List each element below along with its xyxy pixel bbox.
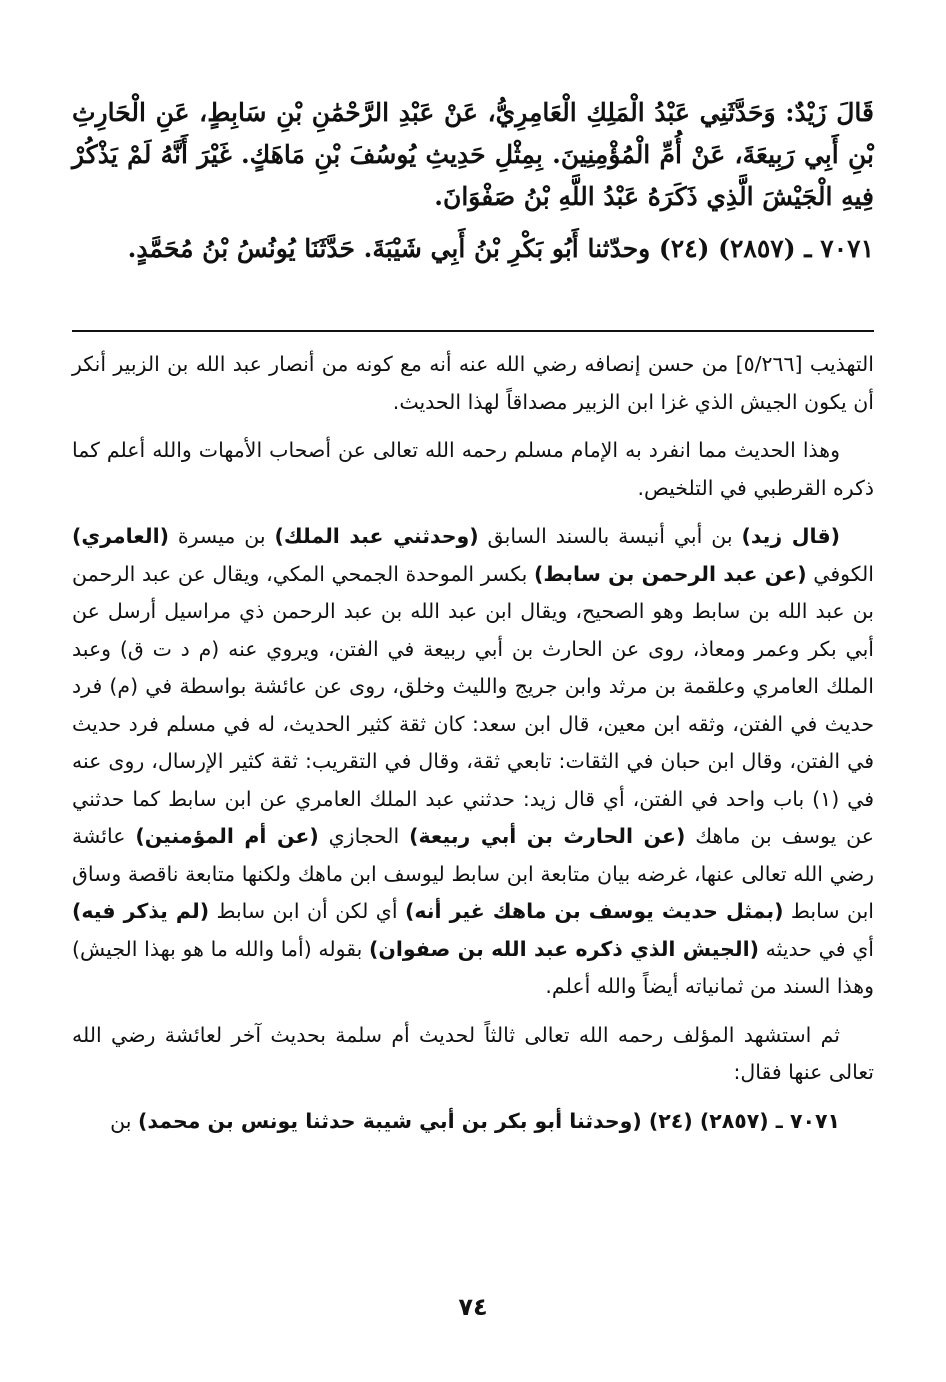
quoted-matn: (عن أم المؤمنين) [135,824,319,848]
commentary-text: التهذيب [٥/٢٦٦] من حسن إنصافه رضي الله عنه أنه مع كونه من أنصار عبد الله بن الزبير أنكر أن يكون الجيش الذي غزا ابن الزبير مصداقاً لهذا الحديث. [72,352,874,414]
commentary-text: الحجازي [318,824,410,848]
commentary-text: أي في حديثه [758,936,874,961]
quoted-matn: (وحدثنا أبو بكر بن أبي شيبة حدثنا يونس بن محمد) [137,1108,642,1133]
commentary-paragraph [72,346,874,421]
hadith-chain-7071: ٧٠٧١ ـ (٢٨٥٧) (٢٤) وحدّثنا أَبُو بَكْرِ بْنُ أَبِي شَيْبَةَ. حَدَّثَنَا يُونُسُ بْنُ مُحَمَّدٍ. [127,234,874,263]
quoted-matn: (عن الحارث بن أبي ربيعة) [409,824,686,848]
commentary-paragraph [72,1103,874,1141]
commentary [72,346,874,1151]
quoted-matn: (الجيش الذي ذكره عبد الله بن صفوان) [369,936,759,961]
quoted-matn: ٧٠٧١ ـ (٢٨٥٧) (٢٤) [641,1108,840,1133]
commentary-text: ثم استشهد المؤلف رحمه الله تعالى ثالثاً لحديث أم سلمة بحديث آخر لعائشة رضي الله تعالى عنها فقال: [72,1022,874,1084]
commentary-text: أي لكن أن ابن سابط [209,899,405,923]
commentary-paragraph [72,432,874,507]
commentary-paragraph [72,518,874,1006]
quoted-matn: (قال زيد) [741,524,840,548]
commentary-paragraph [72,1017,874,1092]
footnote-divider [72,330,874,332]
quoted-matn: (عن عبد الرحمن بن سابط) [534,561,807,586]
commentary-text: بكسر الموحدة الجمحي المكي، ويقال عن عبد الرحمن بن عبد الله بن سابط وهو الصحيح، ويقال ابن عبد الله بن عبد الرحمن ذي مراسيل أرسل عن أبي بكر وعمر ومعاذ، روى عن الحارث بن أبي ربيعة في الفتن، ويروي عنه (م د ت ق) وعبد الملك العامري وعلقمة بن مرثد وابن جريج والليث وخلق، روى عن عائشة بواسطة في (م) فرد حديث في الفتن، وثقه ابن معين، قال ابن سعد: كان ثقة كثير الحديث، له في مسلم فرد حديث في الفتن، وقال ابن حبان في الثقات: تابعي ثقة، وقال في التقريب: ثقة كثير الإرسال، روى عنه في (١) باب واحد في الفتن، أي قال زيد: حدثني عبد الملك العامري عن ابن سابط كما حدثني عن يوسف بن ماهك [72,561,874,848]
page-number: ٧٤ [458,1293,488,1321]
commentary-text: بن أبي أنيسة بالسند السابق [478,524,742,548]
commentary-text: الكوفي [806,561,874,586]
commentary-text: بن [110,1108,138,1133]
commentary-text: بن ميسرة [168,524,275,548]
quoted-matn: (لم يذكر فيه) [72,899,210,923]
quoted-matn: (بمثل حديث يوسف بن ماهك غير أنه) [405,899,784,923]
commentary-text: وهذا الحديث مما انفرد به الإمام مسلم رحمه الله تعالى عن أصحاب الأمهات والله أعلم كما ذكره القرطبي في التلخيص. [72,438,874,500]
commentary-text: بقوله (أما والله ما هو بهذا الجيش) وهذا السند من ثمانياته أيضاً والله أعلم. [72,936,874,998]
hadith-text [72,92,874,280]
hadith-paragraph: قَالَ زَيْدٌ: وَحَدَّثَنِي عَبْدُ الْمَلِكِ الْعَامِرِيُّ، عَنْ عَبْدِ الرَّحْمَٰنِ بْنِ سَابِطٍ، عَنِ الْحَارِثِ بْنِ أَبِي رَبِيعَةَ، عَنْ أُمِّ الْمُؤْمِنِينَ. بِمِثْلِ حَدِيثِ يُوسُفَ بْنِ مَاهَكٍ. غَيْرَ أَنَّهُ لَمْ يَذْكُرْ فِيهِ الْجَيْشَ الَّذِي ذَكَرَهُ عَبْدُ اللَّهِ بْنُ صَفْوَانَ. [72,98,874,211]
quoted-matn: (وحدثني عبد الملك) [274,524,479,548]
quoted-matn: (العامري) [72,524,169,548]
commentary-text: عائشة رضي الله تعالى عنها، غرضه بيان متابعة ابن سابط ليوسف ابن ماهك ولكنها متابعة ناقصة وساق ابن سابط [72,824,874,923]
